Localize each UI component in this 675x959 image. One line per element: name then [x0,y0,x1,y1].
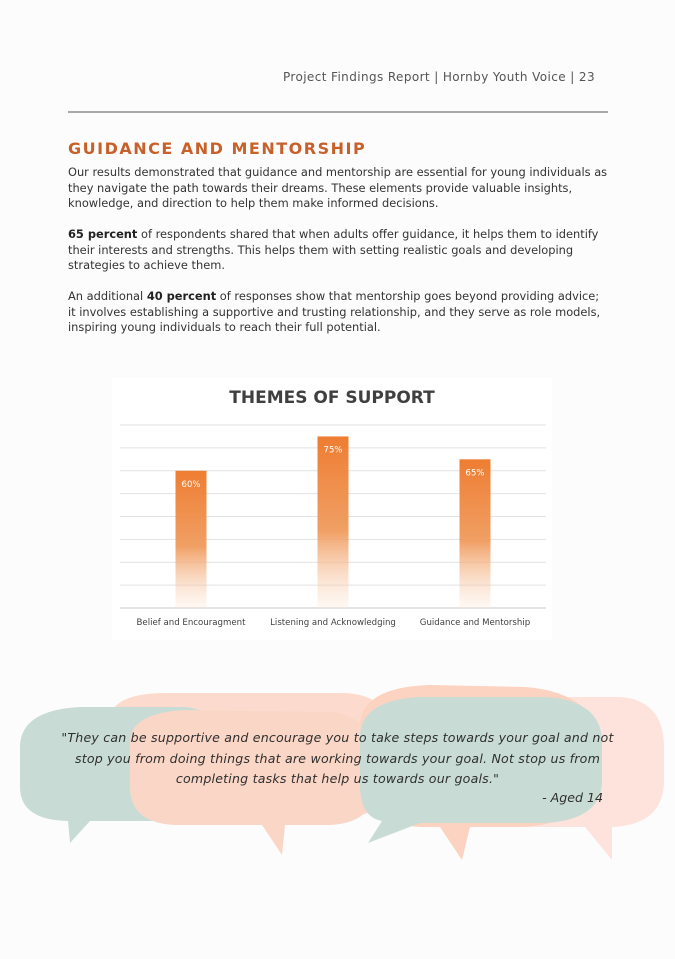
chart-bars [176,436,491,608]
quote-attribution: - Aged 14 [542,790,603,805]
paragraph-mentorship-text: of responses show that mentorship goes beyond providing advice; it involves establishing a supportive and trusting relationship, and they serve as role models, inspiring young individuals to reach their full potential. [68,289,601,334]
chart-title: THEMES OF SUPPORT [229,388,435,408]
bar-2 [318,436,349,608]
themes-chart [112,378,552,640]
chart-category-labels [137,618,531,628]
category-label: Belief and Encouragment [136,618,246,628]
category-label: Listening and Acknowledging [270,618,396,628]
stat-40-percent: 40 percent [146,289,217,303]
paragraph-mentorship [68,289,608,336]
running-header: Project Findings Report | Hornby Youth Voice | 23 [282,70,595,84]
paragraph-guidance-text: of respondents shared that when adults offer guidance, it helps them to identify their interests and strengths. This helps them with setting realistic goals and developing strategies to achieve them. [68,227,599,272]
category-label: Guidance and Mentorship [419,618,531,628]
paragraph-guidance [68,227,608,274]
bar-3 [460,459,491,608]
paragraph-intro [68,165,608,212]
paragraph-intro-text: Our results demonstrated that guidance and mentorship are essential for young individuals as they navigate the path towards their dreams. These elements provide valuable insights, knowledge, and direction to help them make informed decisions. [68,165,608,210]
bar-value-label: 75% [323,445,343,456]
bar-value-label: 65% [465,468,485,479]
bar-chart-svg [112,378,552,640]
bar-1 [176,471,207,608]
stat-65-percent: 65 percent [68,227,138,241]
bar-value-label: 60% [181,479,201,490]
header-divider [68,111,608,113]
youth-quote: "They can be supportive and encourage you to take steps towards your goal and not stop you from doing things that are working towards your goal. Not stop us from completing tasks that help us towards our goals." [61,730,614,786]
section-heading: GUIDANCE AND MENTORSHIP [68,139,367,158]
paragraph-mentorship-lead: An additional [68,289,147,303]
